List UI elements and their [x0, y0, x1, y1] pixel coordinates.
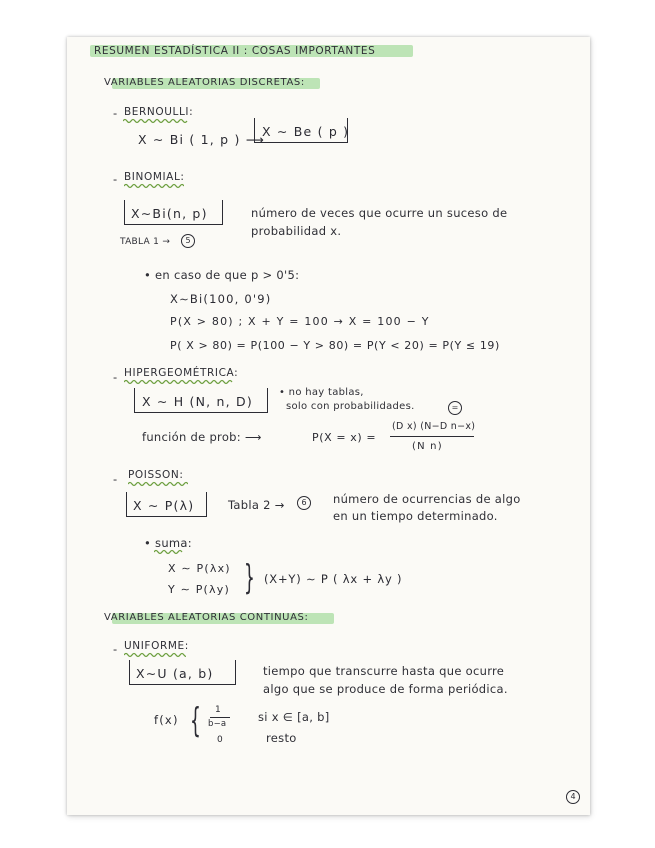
hiper-px: P(X = x) =: [312, 431, 377, 444]
binomial-underline: [124, 183, 184, 189]
uniforme-dash: -: [113, 642, 118, 656]
uniforme-case-1-cond: si x ∈ [a, b]: [258, 710, 330, 724]
poisson-boxed: X ∼ P(λ): [133, 498, 195, 513]
uniforme-description-2: algo que se produce de forma periódica.: [263, 682, 508, 696]
uniforme-brace: {: [190, 701, 201, 741]
uniforme-case-1-den: b−a: [208, 719, 227, 729]
hiper-name: HIPERGEOMÉTRICA:: [124, 367, 239, 379]
binomial-caso-1: X∼Bi(100, 0'9): [170, 292, 272, 306]
bernoulli-name: BERNOULLI:: [124, 106, 194, 118]
hiper-fraction-bar: [390, 436, 474, 437]
poisson-brace: }: [244, 558, 255, 598]
poisson-description-1: número de ocurrencias de algo: [333, 492, 521, 506]
poisson-suma-result: (X+Y) ∼ P ( λx + λy ): [264, 572, 403, 586]
continuas-heading: VARIABLES ALEATORIAS CONTINUAS:: [104, 612, 309, 623]
bernoulli-dash: -: [113, 106, 118, 120]
poisson-description-2: en un tiempo determinado.: [333, 509, 498, 523]
binomial-name: BINOMIAL:: [124, 171, 185, 183]
uniforme-fraction-bar: [210, 717, 230, 718]
poisson-name: POISSON:: [128, 469, 184, 481]
discretas-heading: VARIABLES ALEATORIAS DISCRETAS:: [104, 77, 305, 88]
poisson-tabla: Tabla 2 →: [228, 498, 285, 512]
poisson-suma-underline: [154, 549, 184, 555]
uniforme-case-2-cond: resto: [266, 731, 297, 745]
binomial-caso: • en caso de que p > 0'5:: [144, 268, 300, 282]
poisson-suma-1: X ∼ P(λx): [168, 562, 231, 575]
uniforme-description-1: tiempo que transcurre hasta que ocurre: [263, 664, 505, 678]
hiper-note-2: solo con probabilidades.: [286, 401, 415, 412]
binomial-caso-3: P( X > 80) = P(100 − Y > 80) = P(Y < 20) = P(Y ≤ 19): [170, 339, 500, 352]
uniforme-underline: [124, 652, 186, 658]
binomial-tabla-number: 5: [181, 234, 195, 248]
bernoulli-boxed: X ∼ Be ( p ): [262, 124, 350, 139]
hiper-note-1: • no hay tablas,: [279, 387, 364, 398]
binomial-caso-2: P(X > 80) ; X + Y = 100 → X = 100 − Y: [170, 315, 430, 328]
hiper-denominator: (N n): [412, 441, 443, 452]
uniforme-name: UNIFORME:: [124, 640, 189, 652]
binomial-dash: -: [113, 172, 118, 186]
page-title: RESUMEN ESTADÍSTICA II : COSAS IMPORTANTES: [94, 45, 376, 57]
uniforme-case-2: 0: [217, 735, 224, 745]
poisson-dash: -: [113, 472, 118, 486]
notebook-page: [67, 37, 590, 815]
binomial-boxed: X∼Bi(n, p): [131, 206, 208, 221]
poisson-tabla-number: 6: [297, 496, 311, 510]
hiper-boxed: X ∼ H (N, n, D): [142, 394, 253, 409]
bernoulli-underline: [123, 118, 189, 124]
uniforme-case-1-num: 1: [215, 705, 222, 715]
binomial-tabla: TABLA 1 →: [120, 237, 171, 247]
poisson-suma: • suma:: [144, 536, 192, 550]
binomial-description-2: probabilidad x.: [251, 224, 342, 238]
poisson-underline: [128, 481, 188, 487]
hiper-funcion: función de prob: ⟶: [142, 430, 262, 444]
hiper-underline: [124, 379, 236, 385]
binomial-description-1: número de veces que ocurre un suceso de: [251, 206, 508, 220]
hiper-equal-icon: =: [448, 401, 462, 415]
hiper-numerator: (D x) (N−D n−x): [392, 421, 476, 432]
uniforme-boxed: X∼U (a, b): [136, 666, 214, 681]
poisson-suma-2: Y ∼ P(λy): [168, 583, 230, 596]
bernoulli-formula: X ∼ Bi ( 1, p ) ⟶: [138, 132, 265, 147]
page-number: 4: [566, 790, 580, 804]
hiper-dash: -: [113, 370, 118, 384]
uniforme-fx: f(x): [154, 713, 179, 727]
